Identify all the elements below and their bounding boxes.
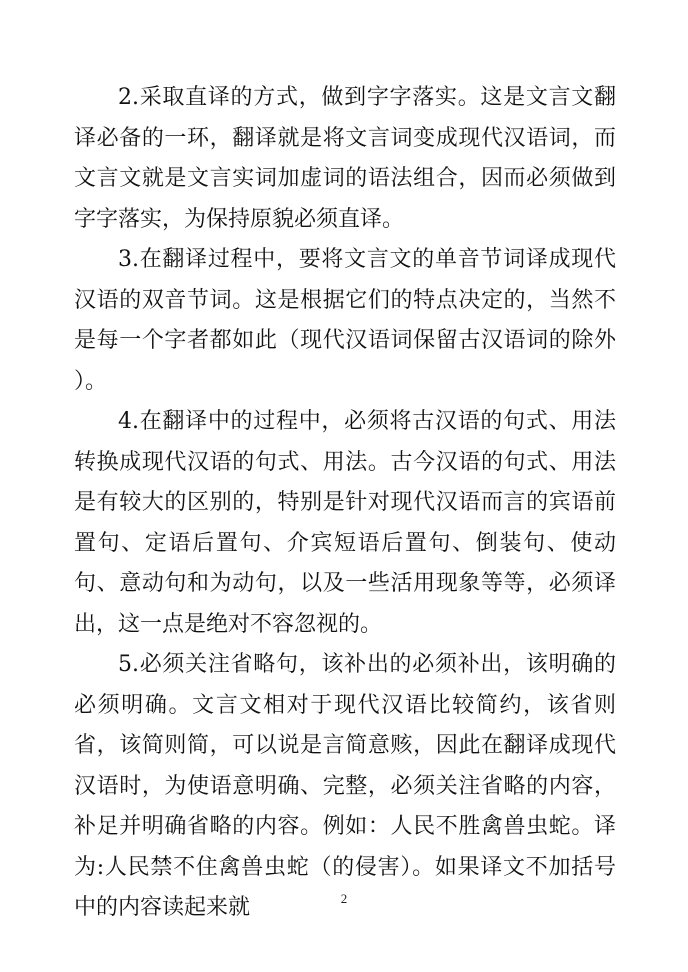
page-number: 2 [340, 891, 348, 906]
paragraph-3: 3.在翻译过程中，要将文言文的单音节词译成现代汉语的双音节词。这是根据它们的特点决定的，当然不是每一个字者都如此（现代汉语词保留古汉语词的除外 ）。 [74, 247, 616, 394]
paragraph-2: 2.采取直译的方式，做到字字落实。这是文言文翻译必备的一环，翻译就是将文言词变成现代汉语词，而文言文就是文言实词加虚词的语法组合，因而必须做到字字落实，为保持原貌必须直译。 [74, 85, 616, 232]
body-text [74, 78, 616, 929]
paragraph-4: 4.在翻译中的过程中，必须将古汉语的句式、用法转换成现代汉语的句式、用法。古今汉语的句式、用法是有较大的区别的，特别是针对现代汉语而言的宾语前置句、定语后置句、介宾短语后置句、倒装句、使动句、意动句和为动句，以及一些活用现象等等，必须译出，这一点是绝对不容忽视的。 [74, 409, 616, 637]
paragraph-5: 5.必须关注省略句，该补出的必须补出，该明确的必须明确。文言文相对于现代汉语比较简约，该省则省，该简则简，可以说是言简意赅，因此在翻译成现代汉语时，为使语意明确、完整，必须关注省略的内容，补足并明确省略的内容。例如：人民不胜禽兽虫蛇。译为:人民禁不住禽兽虫蛇（的侵害）。如果译文不加括号中的内容读起来就 [74, 652, 616, 920]
